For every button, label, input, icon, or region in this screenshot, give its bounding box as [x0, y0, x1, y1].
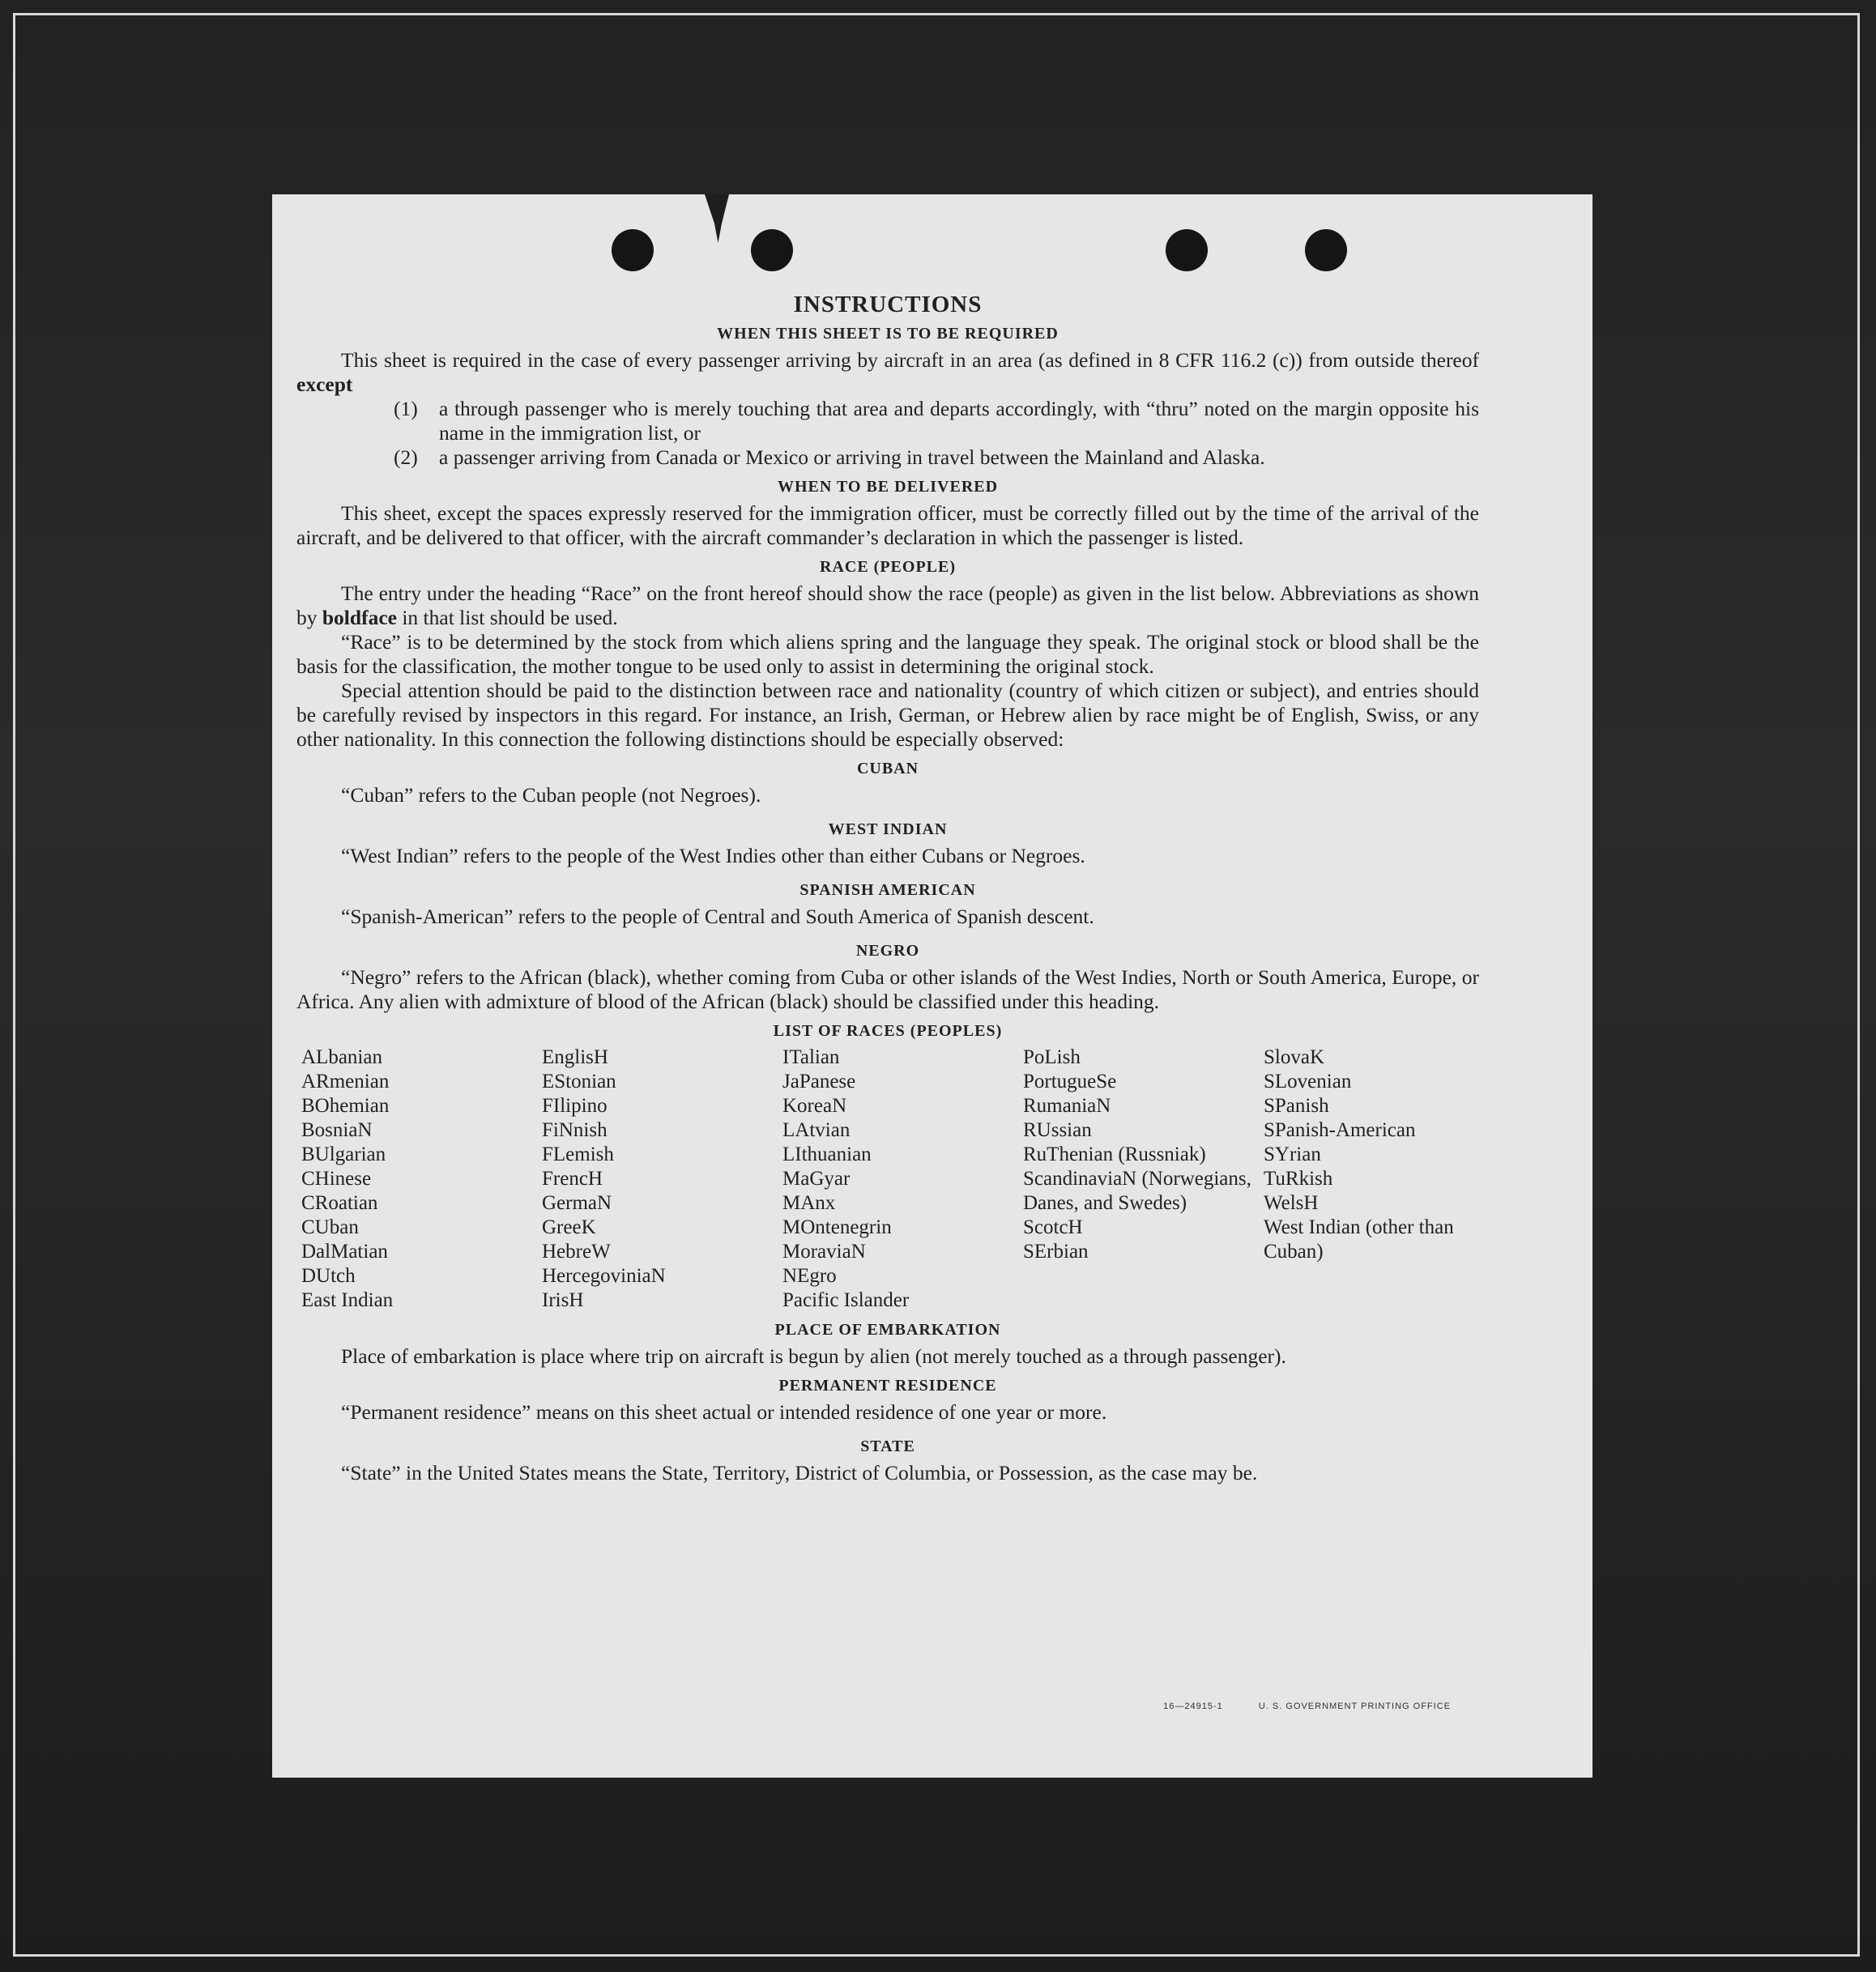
- printer-imprint: [1163, 1702, 1451, 1711]
- race-item: FIlipino: [542, 1095, 608, 1117]
- heading-embarkation: PLACE OF EMBARKATION: [774, 1321, 1001, 1339]
- punch-hole-1: [612, 229, 654, 271]
- race-item: BosniaN: [301, 1119, 373, 1141]
- race-item: BOhemian: [301, 1095, 390, 1117]
- race-item: FrencH: [542, 1168, 603, 1190]
- race-item: WelsH: [1264, 1192, 1319, 1214]
- race-item: MaGyar: [782, 1168, 851, 1190]
- heading-permanent-residence: PERMANENT RESIDENCE: [778, 1377, 997, 1395]
- race-item: SErbian: [1023, 1241, 1089, 1263]
- cuban-text: “Cuban” refers to the Cuban people (not Negroes).: [341, 783, 761, 807]
- race-item: KoreaN: [782, 1095, 847, 1117]
- race-item: MAnx: [782, 1192, 836, 1214]
- west-indian-text: “West Indian” refers to the people of the West Indies other than either Cubans or Negroes.: [341, 844, 1085, 867]
- race-item: JaPanese: [782, 1071, 856, 1092]
- instruction-sheet: [272, 194, 1592, 1778]
- races-column-2: [542, 1046, 782, 1313]
- race-item: TuRkish: [1264, 1168, 1333, 1190]
- race-item: SPanish-American: [1264, 1119, 1416, 1141]
- printer-name: U. S. GOVERNMENT PRINTING OFFICE: [1258, 1702, 1451, 1711]
- race-item: East Indian: [301, 1289, 394, 1311]
- negro-text: “Negro” refers to the African (black), whether coming from Cuba or other islands of the West Indies, North or South America, Europe, or Africa. Any alien with admixture of blood of the African (black) should be classified under this heading.: [296, 965, 1479, 1013]
- race-item: ITalian: [782, 1046, 840, 1068]
- race-item: ScandinaviaN (Norwegians, Danes, and Swedes): [1023, 1168, 1251, 1214]
- race-item: SPanish: [1264, 1095, 1329, 1117]
- race-item: SYrian: [1264, 1144, 1321, 1165]
- race-item: FiNnish: [542, 1119, 608, 1141]
- spanish-american-text: “Spanish-American” refers to the people of Central and South America of Spanish descent.: [341, 905, 1094, 928]
- race-item: HercegoviniaN: [542, 1265, 666, 1287]
- heading-west-indian: WEST INDIAN: [828, 820, 948, 838]
- race-item: MoraviaN: [782, 1241, 866, 1263]
- race-item: PortugueSe: [1023, 1071, 1117, 1092]
- when-delivered-text: This sheet, except the spaces expressly reserved for the immigration officer, must be correctly filled out by the time of the arrival of the aircraft, and be delivered to that officer, with the aircraft commander’s declaration in which the passenger is listed.: [296, 501, 1479, 549]
- torn-notch: [705, 194, 729, 243]
- race-item: DUtch: [301, 1265, 356, 1287]
- race-item: EnglisH: [542, 1046, 608, 1068]
- heading-when-required: WHEN THIS SHEET IS TO BE REQUIRED: [717, 325, 1059, 343]
- race-item: BUlgarian: [301, 1144, 386, 1165]
- exception-item-2: (2) a passenger arriving from Canada or Mexico or arriving in travel between the Mainland and Alaska.: [394, 445, 1265, 469]
- exception-item-1: (1) a through passenger who is merely touching that area and departs accordingly, with “thru” noted on the margin opposite his name in the immigration list, or: [394, 397, 1479, 445]
- heading-race: RACE (PEOPLE): [820, 558, 956, 576]
- race-item: GermaN: [542, 1192, 612, 1214]
- race-item: LIthuanian: [782, 1144, 872, 1165]
- heading-state: STATE: [860, 1437, 915, 1455]
- races-column-3: [782, 1046, 1023, 1313]
- punch-hole-4: [1305, 229, 1347, 271]
- residence-text: “Permanent residence” means on this sheet actual or intended residence of one year or more.: [341, 1400, 1107, 1424]
- race-item: Pacific Islander: [782, 1289, 910, 1311]
- embarkation-text: Place of embarkation is place where trip on aircraft is begun by alien (not merely touched as a through passenger).: [341, 1344, 1286, 1368]
- race-item: LAtvian: [782, 1119, 851, 1141]
- race-item: HebreW: [542, 1241, 611, 1263]
- page-title: INSTRUCTIONS: [793, 292, 983, 317]
- race-item: SlovaK: [1264, 1046, 1324, 1068]
- race-item: MOntenegrin: [782, 1216, 892, 1238]
- race-paragraph-2: “Race” is to be determined by the stock from which aliens spring and the language they speak. The original stock or blood shall be the basis for the classification, the mother tongue to be used only to assist in determining the original stock.: [296, 630, 1479, 678]
- race-item: CUban: [301, 1216, 359, 1238]
- race-item: NEgro: [782, 1265, 837, 1287]
- race-item: EStonian: [542, 1071, 616, 1092]
- race-item: RumaniaN: [1023, 1095, 1111, 1117]
- race-item: CHinese: [301, 1168, 372, 1190]
- form-number: 16—24915-1: [1163, 1702, 1223, 1711]
- race-item: PoLish: [1023, 1046, 1081, 1068]
- races-column-4: [1023, 1046, 1264, 1313]
- races-list: [301, 1046, 1479, 1313]
- race-item: RUssian: [1023, 1119, 1092, 1141]
- race-item: GreeK: [542, 1216, 596, 1238]
- state-text: “State” in the United States means the State, Territory, District of Columbia, or Possession, as the case may be.: [341, 1461, 1258, 1484]
- race-item: IrisH: [542, 1289, 584, 1311]
- punch-hole-3: [1166, 229, 1208, 271]
- race-item: West Indian (other than Cuban): [1264, 1216, 1454, 1263]
- race-item: ALbanian: [301, 1046, 382, 1068]
- races-column-5: [1264, 1046, 1476, 1313]
- race-item: FLemish: [542, 1144, 614, 1165]
- race-item: SLovenian: [1264, 1071, 1352, 1092]
- heading-list-of-races: LIST OF RACES (PEOPLES): [773, 1022, 1003, 1040]
- heading-cuban: CUBAN: [856, 760, 919, 777]
- heading-spanish-american: SPANISH AMERICAN: [799, 881, 976, 899]
- races-column-1: [301, 1046, 542, 1313]
- race-paragraph-1: The entry under the heading “Race” on the front hereof should show the race (people) as given in the list below. Abbreviations as shown by boldface in that list should be used.: [296, 581, 1479, 629]
- race-paragraph-3: Special attention should be paid to the distinction between race and nationality (country of which citizen or subject), and entries should be carefully revised by inspectors in this regard. For instance, an Irish, German, or Hebrew alien by race might be of English, Swiss, or any other nationality. In this connection the following distinctions should be especially observed:: [296, 679, 1479, 751]
- heading-when-delivered: WHEN TO BE DELIVERED: [777, 478, 999, 496]
- race-item: RuThenian (Russniak): [1023, 1144, 1206, 1165]
- when-required-intro: This sheet is required in the case of every passenger arriving by aircraft in an area (as defined in 8 CFR 116.2 (c)) from outside thereof except: [296, 348, 1479, 396]
- heading-negro: NEGRO: [855, 942, 920, 960]
- punch-hole-2: [751, 229, 793, 271]
- race-item: ARmenian: [301, 1071, 390, 1092]
- race-item: CRoatian: [301, 1192, 378, 1214]
- race-item: DalMatian: [301, 1241, 388, 1263]
- race-item: ScotcH: [1023, 1216, 1083, 1238]
